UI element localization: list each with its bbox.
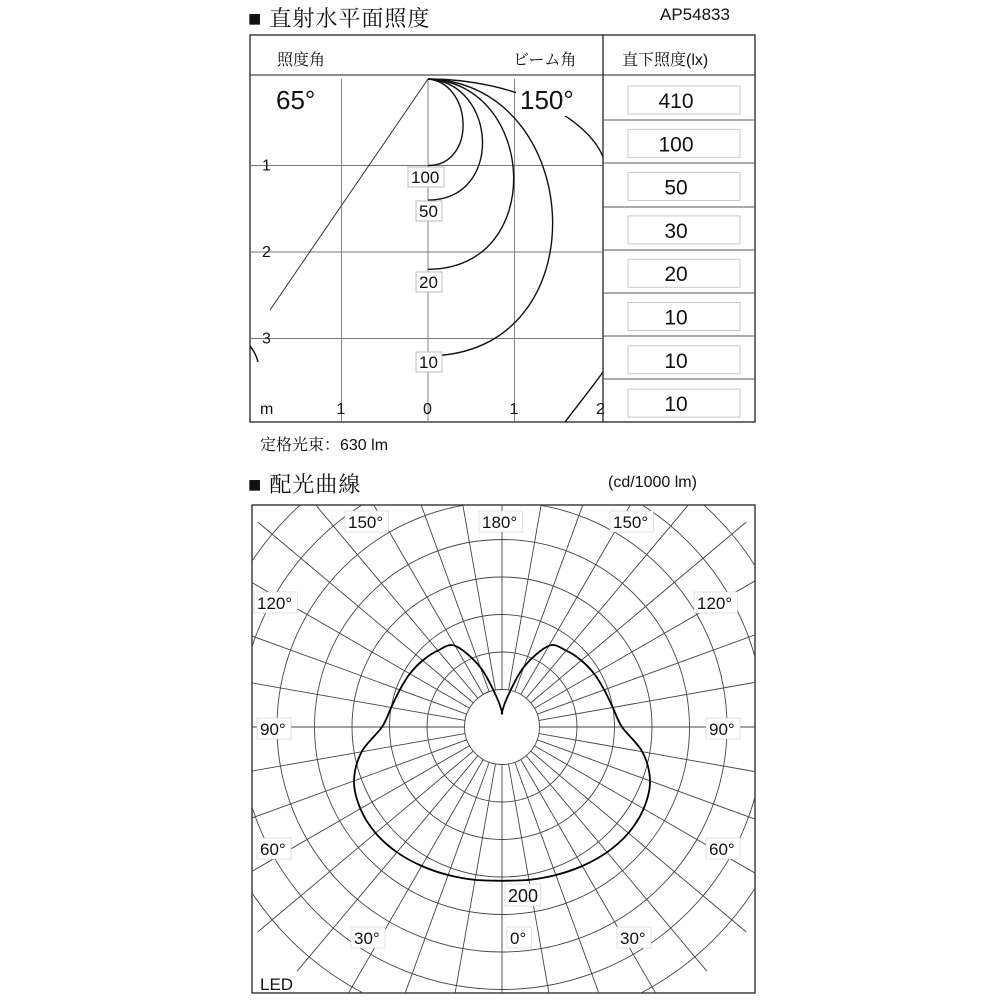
radial-scale-label: 200 (508, 886, 539, 906)
y-tick-label: 1 (262, 157, 271, 175)
angle-label: 90° (709, 720, 735, 739)
y-tick-label: 2 (262, 244, 271, 261)
polar-spoke (393, 427, 489, 691)
model-number: AP54833 (660, 5, 730, 24)
polar-spoke (447, 764, 496, 1000)
direct-illuminance-value: 410 (658, 90, 694, 113)
direct-illuminance-value: 50 (664, 176, 688, 200)
illuminance-section-title: ■ 直射水平面照度 (248, 6, 431, 31)
polar-spoke (537, 618, 801, 714)
illuminance-angle-value: 65° (262, 85, 323, 116)
distribution-unit: (cd/1000 lm) (608, 474, 697, 491)
rated-flux: 定格光束：630 lm (260, 437, 389, 454)
direct-illuminance-value: 10 (664, 393, 688, 417)
direct-illuminance-value: 30 (664, 219, 688, 243)
x-tick-label: 2 (596, 401, 605, 418)
polar-spoke (188, 734, 465, 783)
direct-illuminance-value: 100 (658, 133, 694, 157)
polar-spoke (515, 427, 611, 691)
angle-label: 90° (260, 720, 286, 739)
illuminance-angle-label: 照度角 (277, 52, 326, 69)
polar-spoke (297, 756, 478, 971)
direct-illuminance-value: 10 (664, 306, 688, 330)
polar-spoke (202, 618, 466, 714)
angle-label: 60° (260, 840, 286, 859)
direct-illuminance-value: 20 (664, 263, 688, 287)
polar-spoke (509, 413, 558, 690)
direct-illuminance-value: 10 (664, 349, 688, 373)
x-tick-label: 0 (423, 401, 432, 418)
polar-grid (183, 408, 821, 1000)
angle-label: 180° (482, 513, 518, 532)
beam-angle-value: 150° (516, 85, 578, 116)
polar-spoke (202, 740, 466, 836)
angle-label: 150° (613, 513, 649, 532)
polar-spoke (539, 734, 816, 783)
angle-label: 0° (510, 929, 527, 948)
contour-label: 50 (419, 202, 438, 221)
angle-label: 150° (348, 513, 384, 532)
angle-label: 60° (709, 840, 735, 859)
angle-label: 120° (257, 594, 293, 613)
polar-spoke (188, 672, 465, 721)
angle-label: 30° (354, 929, 380, 948)
direct-illuminance-header: 直下照度(lx) (622, 52, 709, 69)
x-tick-label: 1 (509, 401, 519, 418)
x-tick-label: 1 (336, 401, 346, 418)
contour-label: 20 (419, 273, 438, 292)
beam-angle-label: ビーム角 (513, 52, 577, 69)
polar-spoke (447, 413, 496, 690)
light-source-label: LED (260, 975, 294, 994)
polar-spoke (526, 756, 707, 971)
polar-spoke (509, 764, 558, 1000)
contour-label: 100 (411, 168, 440, 187)
y-tick-label: 3 (262, 330, 271, 348)
y-unit-label: m (260, 401, 274, 418)
contour-label: 10 (419, 353, 438, 372)
polar-ring (465, 690, 540, 765)
distribution-section-title: ■ 配光曲線 (248, 472, 362, 497)
angle-label: 30° (620, 929, 646, 948)
polar-spoke (539, 672, 816, 721)
polar-spoke (537, 740, 801, 836)
angle-label: 120° (697, 594, 733, 613)
